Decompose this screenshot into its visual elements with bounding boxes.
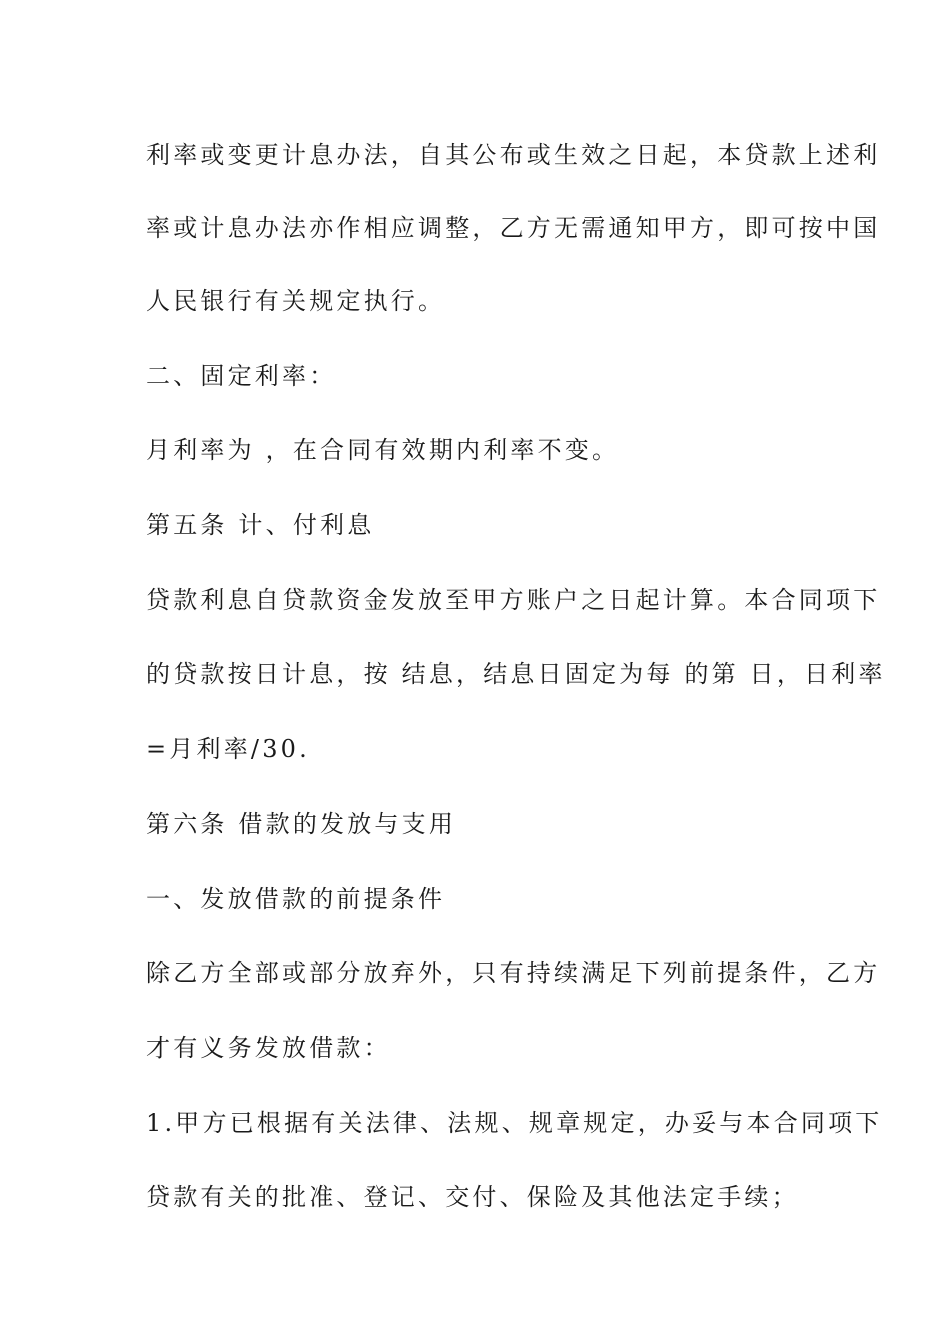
- paragraph-line: =月利率/30.: [146, 735, 310, 763]
- paragraph-line: 人民银行有关规定执行。: [146, 287, 446, 315]
- paragraph-line: 才有义务发放借款：: [146, 1034, 391, 1062]
- paragraph-line: 利率或变更计息办法，自其公布或生效之日起，本贷款上述利: [146, 141, 881, 169]
- paragraph-line: 贷款利息自贷款资金发放至甲方账户之日起计算。本合同项下: [146, 586, 881, 614]
- section-heading: 二、固定利率：: [146, 362, 337, 390]
- list-item-line: 1.甲方已根据有关法律、法规、规章规定，办妥与本合同项下: [146, 1109, 883, 1137]
- paragraph-line: 率或计息办法亦作相应调整，乙方无需通知甲方，即可按中国: [146, 214, 881, 242]
- article-heading: 第五条 计、付利息: [146, 511, 375, 539]
- paragraph-line: 月利率为 ，在合同有效期内利率不变。: [146, 436, 620, 464]
- article-heading: 第六条 借款的发放与支用: [146, 810, 457, 838]
- paragraph-line: 除乙方全部或部分放弃外，只有持续满足下列前提条件，乙方: [146, 959, 881, 987]
- section-heading: 一、发放借款的前提条件: [146, 885, 446, 913]
- list-item-line: 贷款有关的批准、登记、交付、保险及其他法定手续；: [146, 1183, 799, 1211]
- paragraph-line: 的贷款按日计息，按 结息，结息日固定为每 的第 日，日利率: [146, 660, 886, 688]
